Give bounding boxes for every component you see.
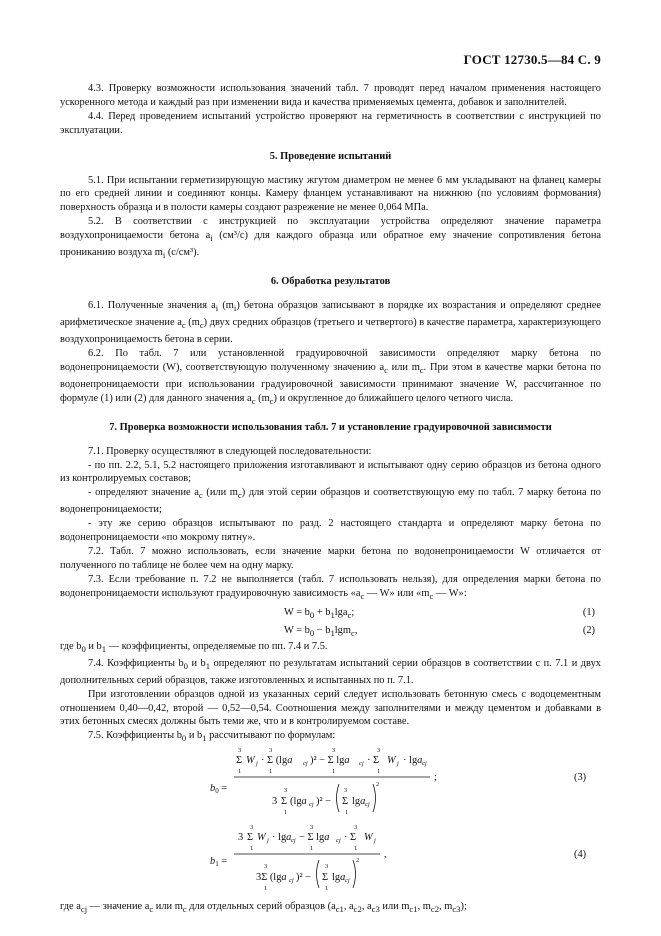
svg-text:j: j xyxy=(267,837,269,845)
svg-text:,: , xyxy=(384,849,387,861)
svg-text:2: 2 xyxy=(356,857,360,865)
svg-text:3: 3 xyxy=(325,863,329,871)
svg-text:1: 1 xyxy=(345,809,349,817)
svg-text:(lga: (lga xyxy=(290,796,307,808)
svg-text:)² − Σ lga: )² − Σ lga xyxy=(310,755,350,767)
svg-text:lga: lga xyxy=(332,872,346,884)
equation-2 xyxy=(60,622,601,640)
svg-text:cj: cj xyxy=(303,760,308,768)
svg-text:cj: cj xyxy=(309,801,314,809)
eq3-lhs: b0 = xyxy=(210,783,228,796)
svg-text:· Σ: · Σ xyxy=(367,755,380,767)
paragraph-6-2: 6.2. По табл. 7 или установленной градуировочной зависимости определяют марку бетона по водонепроницаемости (W), соответствующую полученному значению $a_c$ или $m_c$. При этом в качестве марки бетона по водонепроницаемости при использовании градуировочной зависимости принимают значение W, рассчитанное по формуле (1) или (2) для данного значения $a_c$ $(m_c)$ и округленное до ближайшего целого четного числа. xyxy=(60,347,602,406)
equation-explanation: где $b_0$ и $b_1$ — коэффициенты, определяемые по пп. 7.4 и 7.5. xyxy=(60,640,328,654)
paragraph-7-4-cont: При изготовлении образцов одной из указанных серий следует использовать бетонную смесь с водоцементным отношением 0,40—0,42, второй — 0,52—0,54. Соотношения между заполнителями и между цементом и добавками в этих бетонных смесях должны быть теми же, что и в контролируемом составе. xyxy=(60,688,601,728)
equation-2-formula: $W = b_0 - b_1\lg m_c$, xyxy=(284,624,358,638)
svg-text:3: 3 xyxy=(310,824,314,832)
page-header: ГОСТ 12730.5—84 С. 9 xyxy=(463,52,601,67)
svg-text:· Σ: · Σ xyxy=(344,832,357,844)
paragraph-7-3: 7.3. Если требование п. 7.2 не выполняется (табл. 7 использовать нельзя), для определения марки бетона по водонепроницаемости используют градуировочную зависимость «$a_c$ — W» или «$m_c$ — W»: xyxy=(60,573,601,601)
svg-text:1: 1 xyxy=(269,768,273,776)
svg-text:2: 2 xyxy=(376,781,380,789)
list-item: - эту же серию образцов испытывают по разд. 2 настоящего стандарта и определяют марку бетона по водонепроницаемости «по мокрому пятну». xyxy=(60,518,601,544)
svg-text:3: 3 xyxy=(332,747,336,755)
svg-text:W: W xyxy=(257,832,266,844)
svg-text:3: 3 xyxy=(354,824,358,832)
paragraph-7-5: 7.5. Коэффициенты $b_0$ и $b_1$ рассчитывают по формулам: xyxy=(88,730,336,744)
svg-text:;: ; xyxy=(434,772,437,784)
svg-text:1: 1 xyxy=(284,809,288,817)
svg-text:1: 1 xyxy=(377,768,381,776)
list-item: - определяют значение $a_c$ (или $m_c$) для этой серии образцов и соответствующую ему по табл. 7 марку бетона по водонепроницаемости; xyxy=(60,487,601,516)
svg-text:1: 1 xyxy=(250,845,254,853)
svg-text:· lga: · lga xyxy=(272,832,292,844)
equation-3 xyxy=(60,746,601,824)
paragraph-4-4: 4.4. Перед проведением испытаний устройство проверяют на герметичность в соответствии с инструкцией по эксплуатации. xyxy=(60,110,601,136)
paragraph-5-1: 5.1. При испытании герметизирующую мастику жгутом диаметром не менее 6 мм укладывают на фланец камеры по его средней линии и соединяют концы. Камеру фланцем устанавливают на нижнюю (по условиям формования) поверхность образца и в полости камеры создают разрежение не менее 0,064 МПа. xyxy=(60,174,601,214)
svg-text:· lga: · lga xyxy=(403,755,423,767)
svg-text:cj: cj xyxy=(359,760,364,768)
svg-text:j: j xyxy=(256,760,258,768)
list-item: - по пп. 2.2, 5.1, 5.2 настоящего приложения изготавливают и испытывают одну серию образцов из бетона одного из контролируемых составов; xyxy=(60,459,601,485)
svg-text:cj: cj xyxy=(289,877,294,885)
document-body xyxy=(60,82,601,917)
svg-text:cj: cj xyxy=(291,837,296,845)
paragraph-7-1: 7.1. Проверку осуществляют в следующей последовательности: xyxy=(88,445,372,457)
paragraph-4-3: 4.3. Проверку возможности использования значений табл. 7 проводят перед началом применения настоящего ускоренного метода и каждый раз при изменении вида и качества применяемых цемента, добавок и заполнителей. xyxy=(60,83,601,108)
paragraph-6-1: 6.1. Полученные значения $a_i$ $(m_i)$ бетона образцов записывают в порядке их возрастания и определяют среднее арифметическое значение $a_c$ $(m_c)$ двух средних образцов (третьего и четвертого) в качестве параметра, характеризующего воздухопроницаемость бетона в серии. xyxy=(60,300,601,345)
svg-text:cj: cj xyxy=(422,760,427,768)
equation-4-number: (4) xyxy=(574,849,587,861)
equation-1-number: (1) xyxy=(582,606,595,618)
svg-text:· Σ (lga: · Σ (lga xyxy=(261,755,293,767)
svg-text:Σ: Σ xyxy=(236,755,243,767)
svg-text:3: 3 xyxy=(264,863,268,871)
paragraph-5-2: 5.2. В соответствии с инструкцией по эксплуатации устройства определяют значение параметра воздухопроницаемости бетона $a_i$ (см³/с) для каждого образца или обратное ему значение сопротивления бетона прониканию воздуха $m_i$ (с/см³). xyxy=(60,216,601,261)
svg-text:3Σ (lga: 3Σ (lga xyxy=(256,872,287,884)
svg-text:lga: lga xyxy=(352,796,366,808)
svg-text:3: 3 xyxy=(272,796,278,808)
paragraph-7-4: 7.4. Коэффициенты $b_0$ и $b_1$ определяют по результатам испытаний серии образцов в соответствии с п. 7.1 и двух дополнительных серий образцов, также изготовленных и испытанных по п. 7.1. xyxy=(60,657,601,686)
svg-text:1: 1 xyxy=(354,845,358,853)
equation-4 xyxy=(60,824,601,900)
svg-text:− Σ lga: − Σ lga xyxy=(299,832,330,844)
eq4-lhs: b1 = xyxy=(210,856,228,869)
svg-text:Σ: Σ xyxy=(247,832,254,844)
svg-text:1: 1 xyxy=(310,845,314,853)
svg-text:cj: cj xyxy=(365,801,370,809)
svg-text:)² −: )² − xyxy=(296,872,312,884)
section-5-title: 5. Проведение испытаний xyxy=(269,150,392,162)
svg-text:1: 1 xyxy=(264,885,268,893)
svg-text:j: j xyxy=(374,837,376,845)
svg-text:Σ: Σ xyxy=(322,872,329,884)
svg-text:3: 3 xyxy=(269,747,273,755)
section-7-title: 7. Проверка возможности использования табл. 7 и установление градуировочной зависимости xyxy=(109,421,552,433)
svg-text:W: W xyxy=(387,755,396,767)
svg-text:cj: cj xyxy=(345,877,350,885)
svg-text:1: 1 xyxy=(325,885,329,893)
footer-note: где $a_{cj}$ — значение $a_c$ или $m_c$ для отдельных серий образцов ($a_{c1}$, $a_{c2}$, $a_{c3}$ или $m_{c1}$, $m_{c2}$, $m_{c3}$); xyxy=(60,901,467,915)
svg-text:3: 3 xyxy=(238,747,242,755)
svg-text:1: 1 xyxy=(332,768,336,776)
equation-3-number: (3) xyxy=(574,772,587,784)
svg-text:W: W xyxy=(364,832,373,844)
section-6-title: 6. Обработка результатов xyxy=(270,276,391,288)
equation-2-number: (2) xyxy=(582,624,595,636)
svg-text:3: 3 xyxy=(238,832,244,844)
svg-text:3: 3 xyxy=(377,747,381,755)
equation-1 xyxy=(60,604,601,622)
svg-text:)² −: )² − xyxy=(316,796,332,808)
svg-text:j: j xyxy=(397,760,399,768)
equation-1-formula: $W = b_0 + b_1\lg a_c$; xyxy=(284,606,355,620)
svg-text:3: 3 xyxy=(344,787,348,795)
paragraph-7-2: 7.2. Табл. 7 можно использовать, если значение марки бетона по водонепроницаемости W отличается от полученного по таблице не более чем на одну марку. xyxy=(60,546,601,571)
svg-text:3: 3 xyxy=(284,787,288,795)
svg-text:W: W xyxy=(246,755,255,767)
svg-text:Σ: Σ xyxy=(342,796,349,808)
svg-text:Σ: Σ xyxy=(281,796,288,808)
svg-text:3: 3 xyxy=(250,824,254,832)
svg-text:cj: cj xyxy=(336,837,341,845)
svg-text:1: 1 xyxy=(238,768,242,776)
